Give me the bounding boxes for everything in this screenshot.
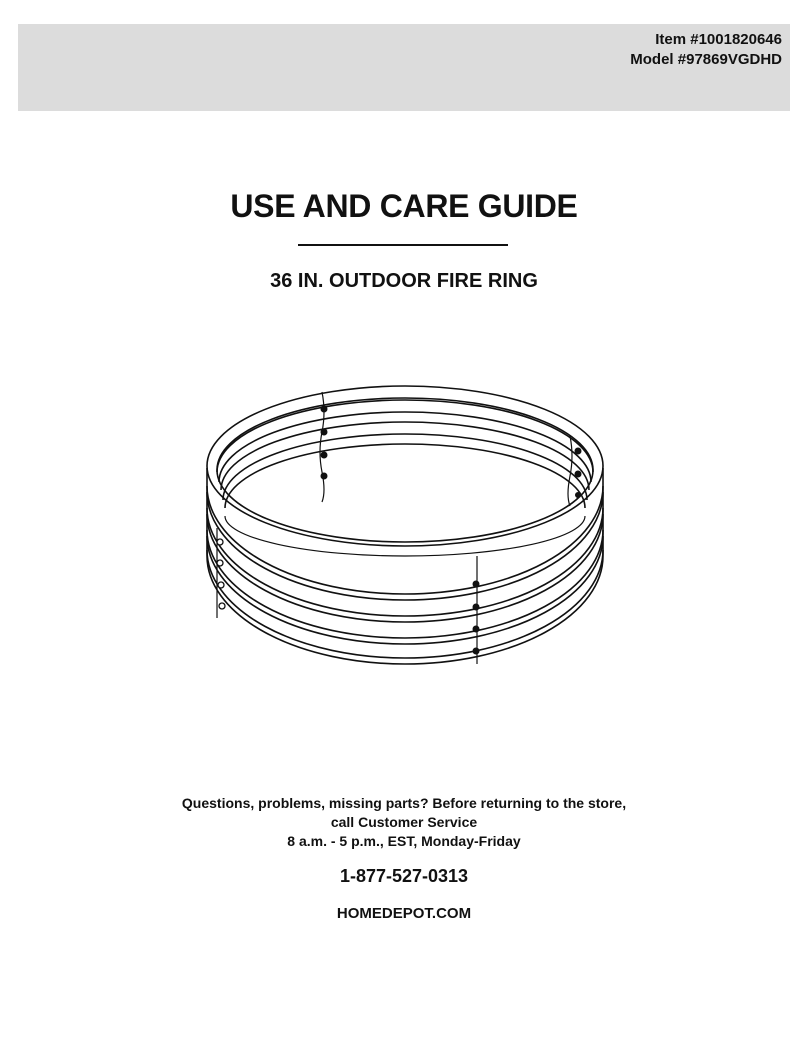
website-link[interactable]: HOMEDEPOT.COM	[336, 905, 472, 922]
document-title: USE AND CARE GUIDE	[230, 188, 578, 224]
title-divider	[298, 244, 508, 246]
item-number: Item #1001820646	[655, 31, 782, 48]
fire-ring-illustration	[195, 378, 615, 678]
document-subtitle: 36 IN. OUTDOOR FIRE RING	[270, 270, 538, 292]
model-number: Model #97869VGDHD	[630, 51, 782, 68]
phone-number: 1-877-527-0313	[339, 866, 469, 886]
service-hours: 8 a.m. - 5 p.m., EST, Monday-Friday	[287, 833, 521, 849]
customer-service-info	[0, 794, 808, 851]
contact-line-2: call Customer Service	[330, 814, 478, 830]
header-band	[18, 24, 790, 111]
product-identifiers	[630, 30, 782, 70]
fire-ring-drawing	[195, 378, 615, 678]
contact-line-1: Questions, problems, missing parts? Before returning to the store,	[181, 795, 627, 811]
